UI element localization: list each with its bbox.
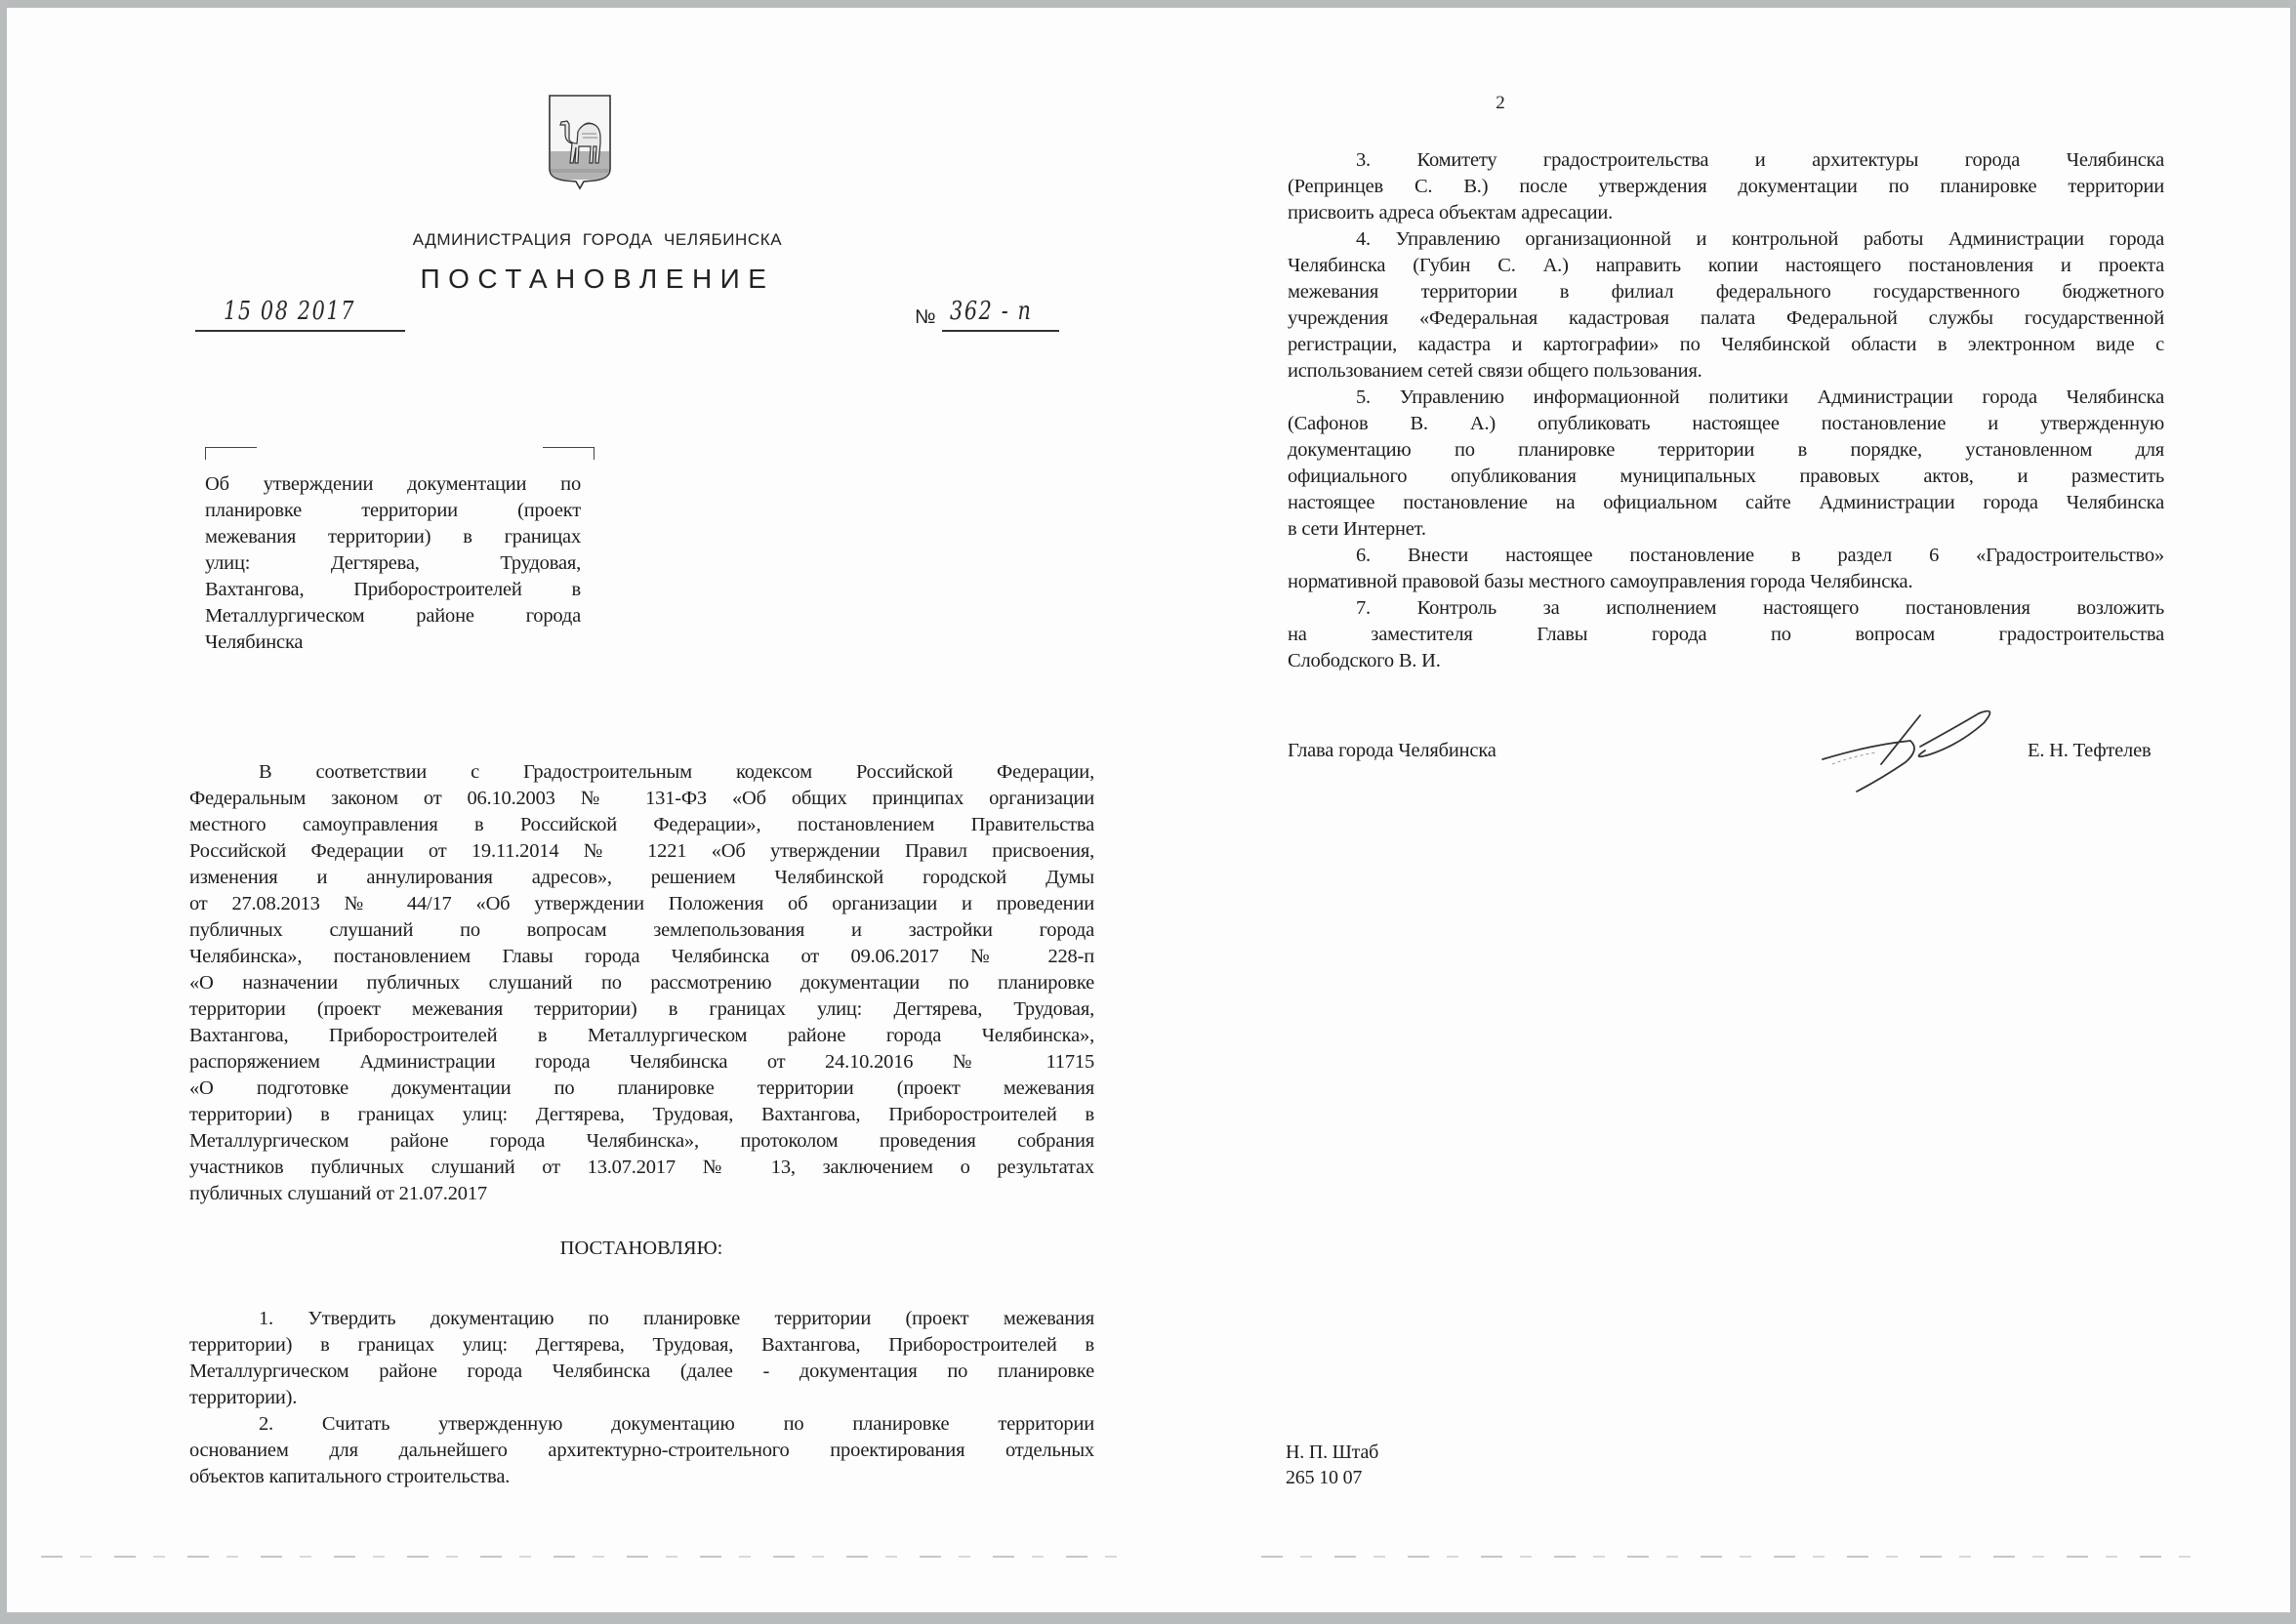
subject-line: межевания территории) в границах [205, 526, 581, 548]
item-line: использованием сетей связи общего пользования. [1288, 360, 1702, 382]
preamble-line: от 27.08.2013 № 44/17 «Об утверждении Положения об организации и проведении [189, 893, 1094, 914]
item-line: регистрации, кадастра и картографии» по Челябинской области в электронном виде с [1288, 334, 2164, 355]
scan-artifact-line [41, 1556, 1134, 1558]
scan-artifact-line [1261, 1556, 2208, 1558]
item-line: Слободского В. И. [1288, 650, 1441, 671]
preamble-line: распоряжением Администрации города Челябинска от 24.10.2016 № 11715 [189, 1051, 1094, 1073]
item-line: в сети Интернет. [1288, 518, 1426, 540]
subject-corner-right [543, 447, 594, 460]
subject-line: Челябинска [205, 631, 304, 653]
signatory-title: Глава города Челябинска [1288, 740, 1496, 761]
page-number: 2 [1496, 93, 1505, 113]
subject-line: Вахтангова, Приборостроителей в [205, 579, 581, 600]
coat-of-arms-icon [546, 93, 614, 190]
number-prefix: № [915, 306, 936, 328]
item-line: основанием для дальнейшего архитектурно-строительного проектирования отдельных [189, 1440, 1094, 1461]
item-line: на заместителя Главы города по вопросам градостроительства [1288, 624, 2164, 645]
item-line: документацию по планировке территории в порядке, установленном для [1288, 439, 2164, 461]
handwritten-signature-icon [1813, 706, 2037, 793]
preamble-line: публичных слушаний по вопросам землепользования и застройки города [189, 919, 1094, 941]
executor-phone: 265 10 07 [1286, 1467, 1363, 1488]
preamble-line: Российской Федерации от 19.11.2014 № 1221 «Об утверждении Правил присвоения, [189, 840, 1094, 862]
executor-name: Н. П. Штаб [1286, 1441, 1379, 1463]
subject-line: улиц: Дегтярева, Трудовая, [205, 552, 581, 574]
preamble-line: В соответствии с Градостроительным кодексом Российской Федерации, [259, 761, 1094, 783]
preamble-line: Металлургическом районе города Челябинска», протоколом проведения собрания [189, 1130, 1094, 1152]
item-line: нормативной правовой базы местного самоуправления города Челябинска. [1288, 571, 1913, 592]
number-underline [942, 330, 1059, 332]
item-line: (Репринцев С. В.) после утверждения документации по планировке территории [1288, 176, 2164, 197]
preamble-line: территории) в границах улиц: Дегтярева, Трудовая, Вахтангова, Приборостроителей в [189, 1104, 1094, 1125]
item-line: 5. Управлению информационной политики Администрации города Челябинска [1356, 386, 2164, 408]
item-line: присвоить адреса объектам адресации. [1288, 202, 1614, 223]
resolve-heading: ПОСТАНОВЛЯЮ: [559, 1238, 723, 1259]
item-line: учреждения «Федеральная кадастровая палата Федеральной службы государственной [1288, 307, 2164, 329]
preamble-line: публичных слушаний от 21.07.2017 [189, 1183, 487, 1204]
item-line: 2. Считать утвержденную документацию по планировке территории [259, 1413, 1094, 1435]
item-line: территории) в границах улиц: Дегтярева, Трудовая, Вахтангова, Приборостроителей в [189, 1334, 1094, 1356]
preamble-line: «О назначении публичных слушаний по рассмотрению документации по планировке [189, 972, 1094, 994]
organization-name: АДМИНИСТРАЦИЯ ГОРОДА ЧЕЛЯБИНСКА [412, 230, 783, 249]
item-line: 4. Управлению организационной и контрольной работы Администрации города [1356, 228, 2164, 250]
item-line: 3. Комитету градостроительства и архитектуры города Челябинска [1356, 149, 2164, 171]
signatory-name: Е. Н. Тефтелев [2028, 740, 2152, 761]
preamble-line: Федеральным законом от 06.10.2003 № 131-ФЗ «Об общих принципах организации [189, 788, 1094, 809]
item-line: Металлургическом районе города Челябинска (далее - документация по планировке [189, 1360, 1094, 1382]
preamble-line: Челябинска», постановлением Главы города Челябинска от 09.06.2017 № 228-п [189, 946, 1094, 967]
preamble-line: изменения и аннулирования адресов», решением Челябинской городской Думы [189, 867, 1094, 888]
preamble-line: Вахтангова, Приборостроителей в Металлургическом районе города Челябинска», [189, 1025, 1094, 1046]
subject-line: Металлургическом районе города [205, 605, 581, 627]
handwritten-number: 362 - п [950, 297, 1033, 326]
item-line: объектов капитального строительства. [189, 1466, 511, 1487]
preamble-line: участников публичных слушаний от 13.07.2017 № 13, заключением о результатах [189, 1157, 1094, 1178]
subject-line: планировке территории (проект [205, 500, 581, 521]
subject-line: Об утверждении документации по [205, 473, 581, 495]
date-underline [195, 330, 405, 332]
subject-corner-left [205, 447, 257, 460]
preamble-line: территории (проект межевания территории) в границах улиц: Дегтярева, Трудовая, [189, 998, 1094, 1020]
item-line: (Сафонов В. А.) опубликовать настоящее постановление и утвержденную [1288, 413, 2164, 434]
item-line: настоящее постановление на официальном сайте Администрации города Челябинска [1288, 492, 2164, 513]
document-type-title: ПОСТАНОВЛЕНИЕ [420, 264, 775, 294]
item-line: 1. Утвердить документацию по планировке территории (проект межевания [259, 1308, 1094, 1329]
preamble-line: «О подготовке документации по планировке территории (проект межевания [189, 1077, 1094, 1099]
item-line: межевания территории в филиал федерального государственного бюджетного [1288, 281, 2164, 303]
preamble-line: местного самоуправления в Российской Федерации», постановлением Правительства [189, 814, 1094, 835]
item-line: официального опубликования муниципальных правовых актов, и разместить [1288, 466, 2164, 487]
item-line: 6. Внести настоящее постановление в раздел 6 «Градостроительство» [1356, 545, 2164, 566]
scanned-sheet [7, 8, 2290, 1612]
item-line: Челябинска (Губин С. А.) направить копии настоящего постановления и проекта [1288, 255, 2164, 276]
item-line: 7. Контроль за исполнением настоящего постановления возложить [1356, 597, 2164, 619]
item-line: территории). [189, 1387, 298, 1408]
handwritten-date: 15 08 2017 [224, 297, 356, 326]
